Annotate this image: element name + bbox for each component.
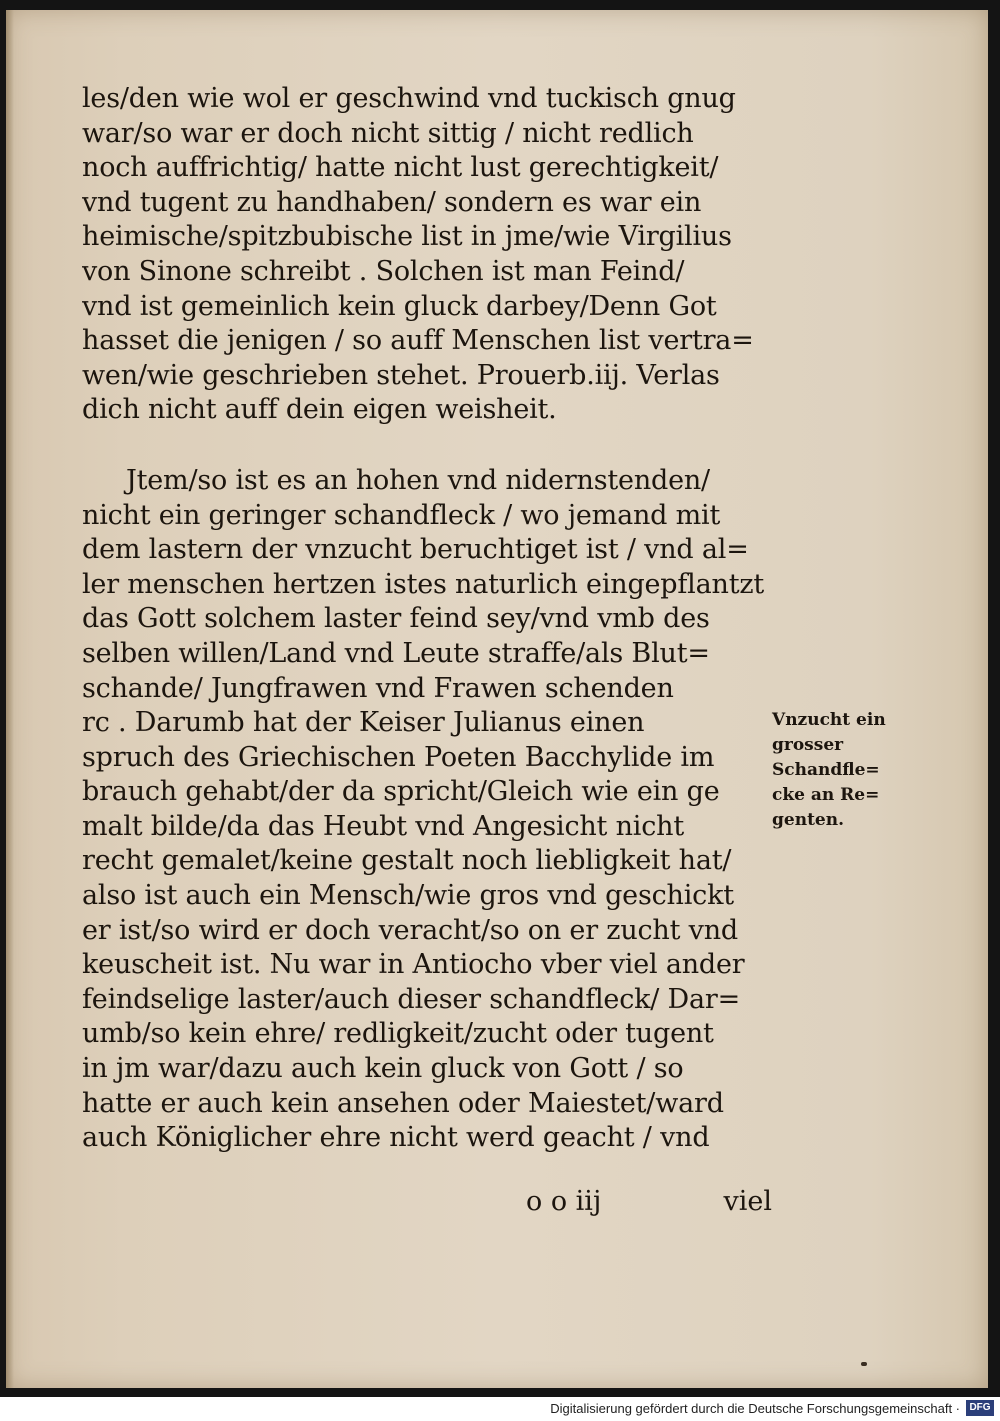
- text-line: umb/so kein ehre/ redligkeit/zucht oder tugent: [82, 1018, 714, 1050]
- paragraph-1: [82, 82, 782, 428]
- text-line: das Gott solchem laster feind sey/vnd vmb des: [82, 603, 710, 635]
- text-line: nicht ein geringer schandfleck / wo jemand mit: [82, 499, 721, 531]
- paragraph-2: [82, 464, 782, 1156]
- text-line: also ist auch ein Mensch/wie gros vnd geschickt: [82, 880, 734, 912]
- book-page: [6, 10, 988, 1388]
- text-line: dich nicht auff dein eigen weisheit.: [82, 394, 557, 426]
- marginal-line: grosser: [772, 735, 844, 755]
- main-text-block: [82, 82, 782, 1156]
- signature-mark: o o iij: [526, 1186, 602, 1217]
- text-line: les/den wie wol er geschwind vnd tuckisch gnug: [82, 83, 736, 114]
- text-line: auch Königlicher ehre nicht werd geacht / vnd: [82, 1122, 710, 1154]
- dfg-logo-icon: DFG: [966, 1400, 994, 1416]
- text-line: spruch des Griechischen Poeten Bacchylide im: [82, 741, 715, 773]
- paper-speck: [861, 1362, 867, 1366]
- text-line: feindselige laster/auch dieser schandfleck/ Dar=: [82, 983, 741, 1015]
- text-line: vnd tugent zu handhaben/ sondern es war ein: [82, 186, 702, 218]
- catchword: viel: [723, 1186, 772, 1217]
- funding-credit: Digitalisierung gefördert durch die Deutsche Forschungsgemeinschaft ·: [550, 1401, 960, 1416]
- marginal-line: Schandfle=: [772, 760, 880, 780]
- text-line: selben willen/Land vnd Leute straffe/als Blut=: [82, 637, 710, 669]
- text-line: recht gemalet/keine gestalt noch liebligkeit hat/: [82, 845, 732, 877]
- text-line: war/so war er doch nicht sittig / nicht redlich: [82, 117, 694, 149]
- text-line: er ist/so wird er doch veracht/so on er zucht vnd: [82, 914, 738, 946]
- text-line: hatte er auch kein ansehen oder Maiestet/ward: [82, 1087, 724, 1119]
- text-line: vnd ist gemeinlich kein gluck darbey/Denn Got: [82, 290, 717, 322]
- text-line: rc . Darumb hat der Keiser Julianus einen: [82, 707, 645, 739]
- text-line: brauch gehabt/der da spricht/Gleich wie ein ge: [82, 776, 720, 808]
- text-line: wen/wie geschrieben stehet. Prouerb.iij. Verlas: [82, 359, 720, 391]
- text-line: noch auffrichtig/ hatte nicht lust gerechtigkeit/: [82, 152, 719, 184]
- footer-bar: [0, 1397, 1000, 1421]
- text-line: keuscheit ist. Nu war in Antiocho vber viel ander: [82, 949, 745, 981]
- marginal-line: genten.: [772, 810, 845, 830]
- text-line: dem lastern der vnzucht beruchtiget ist / vnd al=: [82, 534, 749, 566]
- text-line: hasset die jenigen / so auff Menschen list vertra=: [82, 325, 754, 357]
- marginal-line: Vnzucht ein: [772, 710, 886, 730]
- text-line: ler menschen hertzen istes naturlich eingepflantzt: [82, 568, 765, 600]
- text-line: heimische/spitzbubische list in jme/wie Virgilius: [82, 221, 732, 253]
- text-line: Jtem/so ist es an hohen vnd nidernstenden/: [126, 464, 710, 496]
- text-line: in jm war/dazu auch kein gluck von Gott / so: [82, 1053, 684, 1085]
- text-line: von Sinone schreibt . Solchen ist man Feind/: [82, 255, 685, 287]
- marginal-note: [772, 708, 902, 833]
- text-line: schande/ Jungfrawen vnd Frawen schenden: [82, 672, 674, 704]
- text-line: malt bilde/da das Heubt vnd Angesicht nicht: [82, 810, 684, 842]
- marginal-line: cke an Re=: [772, 785, 880, 805]
